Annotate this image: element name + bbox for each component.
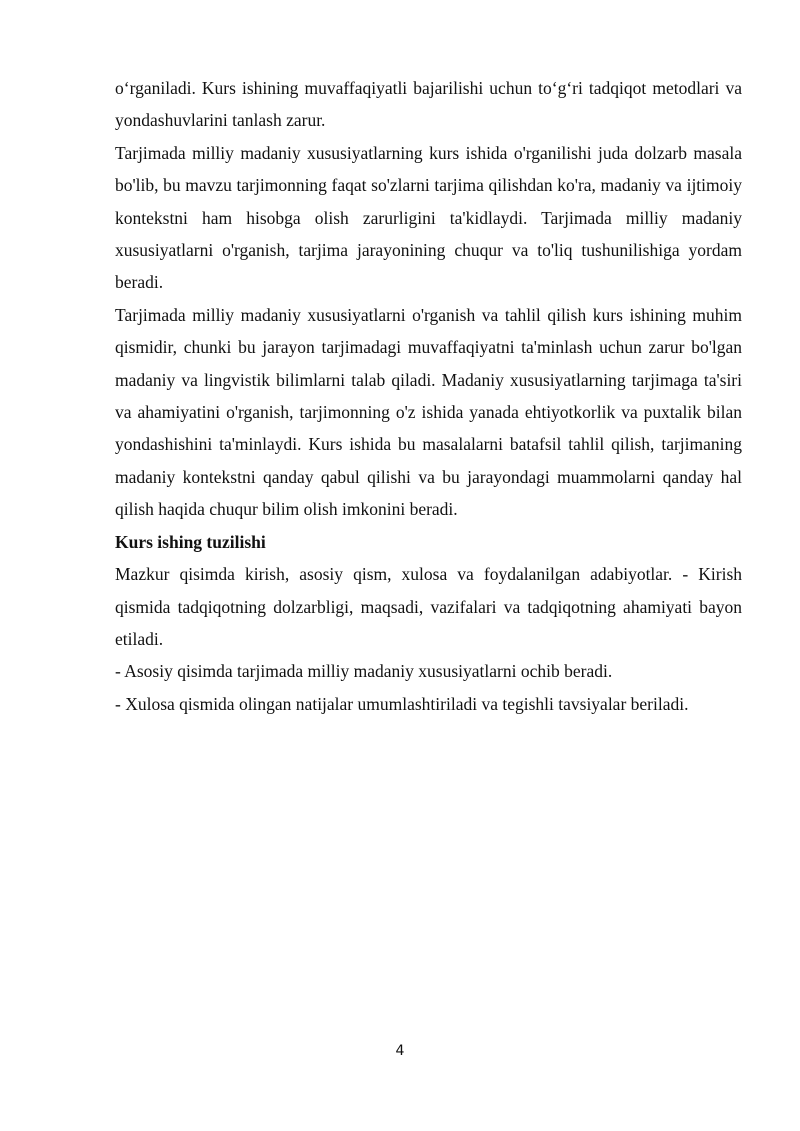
body-paragraph: Tarjimada milliy madaniy xususiyatlarning kurs ishida o'rganilishi juda dolzarb masala bo'lib, bu mavzu tarjimonning faqat so'zlarni tarjima qilishdan ko'ra, madaniy va ijtimoiy kontekstni ham hisobga olish zarurligini ta'kidlaydi. Tarjimada milliy madaniy xususiyatlarni o'rganish, tarjima jarayonining chuqur va to'liq tushunilishiga yordam beradi. <box>115 142 742 293</box>
structure-list-item: - Asosiy qisimda tarjimada milliy madaniy xususiyatlarni ochib beradi. <box>115 661 613 682</box>
page-body <box>115 72 742 720</box>
structure-paragraph: Mazkur qisimda kirish, asosiy qism, xulosa va foydalanilgan adabiyotlar. - Kirish qismida tadqiqotning dolzarbligi, maqsadi, vazifalari va tadqiqotning ahamiyati bayon etiladi. <box>115 564 742 649</box>
body-paragraph: Tarjimada milliy madaniy xususiyatlarni o'rganish va tahlil qilish kurs ishining muhim qismidir, chunki bu jarayon tarjimadagi muvaffaqiyatni ta'minlash uchun zarur bo'lgan madaniy va lingvistik bilimlarni talab qiladi. Madaniy xususiyatlarning tarjimaga ta'siri va ahamiyatini o'rganish, tarjimonning o'z ishida yanada ehtiyotkorlik va puxtalik bilan yondashishini ta'minlaydi. Kurs ishida bu masalalarni batafsil tahlil qilish, tarjimaning madaniy kontekstni qanday qabul qilishi va bu jarayondagi muammolarni qanday hal qilish haqida chuqur bilim olish imkonini beradi. <box>115 304 742 520</box>
section-heading: Kurs ishing tuzilishi <box>115 531 266 552</box>
body-paragraph: o‘rganiladi. Kurs ishining muvaffaqiyatli bajarilishi uchun to‘g‘ri tadqiqot metodlari va yondashuvlarini tanlash zarur. <box>115 78 742 131</box>
structure-list-item: - Xulosa qismida olingan natijalar umumlashtiriladi va tegishli tavsiyalar beriladi. <box>115 693 689 714</box>
page-number: 4 <box>395 1043 405 1059</box>
